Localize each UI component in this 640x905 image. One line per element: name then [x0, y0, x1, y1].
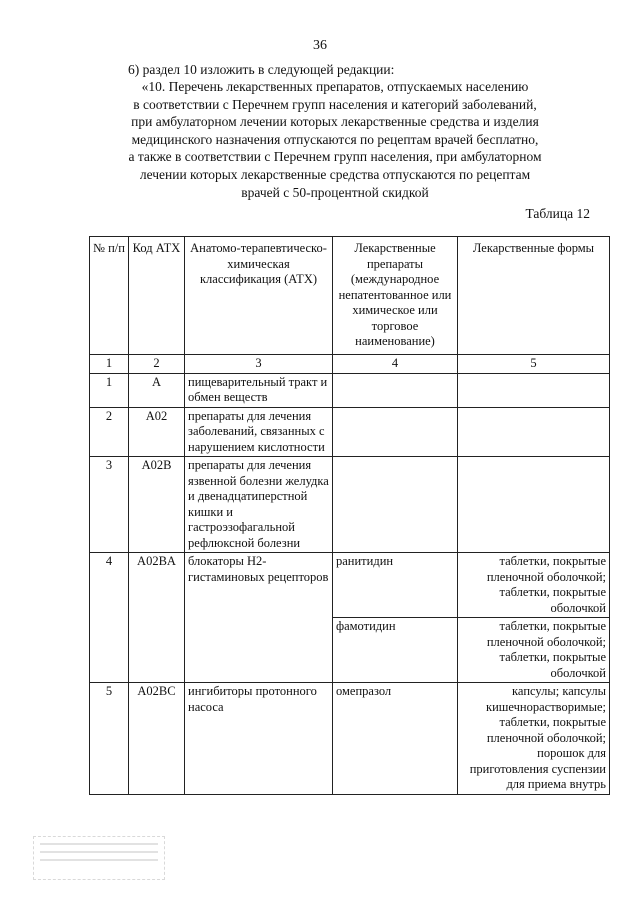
faded-stamp — [33, 836, 165, 880]
table-row — [90, 407, 610, 457]
drug-form — [458, 457, 610, 553]
header-drug: Лекарственные препараты (международное непатентованное или химическое или торговое наименование) — [333, 237, 458, 355]
atc-code: A — [129, 373, 185, 407]
drug-name: фамотидин — [333, 618, 458, 683]
row-num: 2 — [90, 407, 129, 457]
drug-name: омепразол — [333, 683, 458, 795]
drug-form: таблетки, покрытые пленочной оболочкой; таблетки, покрытые оболочкой — [458, 553, 610, 618]
atc-code: A02BA — [129, 553, 185, 683]
drug-name — [333, 407, 458, 457]
atc-classification: пищеварительный тракт и обмен веществ — [185, 373, 333, 407]
title-line: в соответствии с Перечнем групп населения и категорий заболеваний, — [133, 96, 537, 112]
drug-form — [458, 407, 610, 457]
intro-text: 6) раздел 10 изложить в следующей редакции: — [128, 62, 395, 77]
atc-classification: препараты для лечения язвенной болезни желудка и двенадцатиперстной кишки и гастроэзофагальной рефлюксной болезни — [185, 457, 333, 553]
drug-form: таблетки, покрытые пленочной оболочкой; таблетки, покрытые оболочкой — [458, 618, 610, 683]
atc-code: A02 — [129, 407, 185, 457]
title-line: врачей с 50-процентной скидкой — [241, 184, 429, 200]
page-number: 36 — [313, 38, 327, 53]
table-header-row — [90, 237, 610, 355]
row-num: 1 — [90, 373, 129, 407]
row-num: 4 — [90, 553, 129, 683]
table-row — [90, 373, 610, 407]
table-row — [90, 683, 610, 795]
title-line: медицинского назначения отпускаются по рецептам врачей бесплатно, — [131, 131, 539, 147]
atc-code: A02BC — [129, 683, 185, 795]
drug-name — [333, 373, 458, 407]
drug-name — [333, 457, 458, 553]
drug-name: ранитидин — [333, 553, 458, 618]
column-number: 1 — [90, 355, 129, 374]
drug-form — [458, 373, 610, 407]
section-title — [100, 78, 570, 201]
row-num: 5 — [90, 683, 129, 795]
row-num: 3 — [90, 457, 129, 553]
atc-classification: блокаторы H2-гистаминовых рецепторов — [185, 553, 333, 683]
header-classification: Анатомо-терапевтическо-химическая классификация (АТХ) — [185, 237, 333, 355]
title-line: «10. Перечень лекарственных препаратов, отпускаемых населению — [141, 79, 529, 94]
title-line: а также в соответствии с Перечнем групп населения, при амбулаторном — [128, 149, 542, 165]
table-row — [90, 553, 610, 618]
column-number-row — [90, 355, 610, 374]
drug-table — [89, 236, 610, 795]
atc-classification: ингибиторы протонного насоса — [185, 683, 333, 795]
column-number: 2 — [129, 355, 185, 374]
title-line: при амбулаторном лечении которых лекарственные средства и изделия — [131, 114, 539, 130]
column-number: 5 — [458, 355, 610, 374]
atc-classification: препараты для лечения заболеваний, связанных с нарушением кислотности — [185, 407, 333, 457]
column-number: 4 — [333, 355, 458, 374]
drug-form: капсулы; капсулы кишечнорастворимые; таблетки, покрытые пленочной оболочкой; порошок для приготовления суспензии для приема внутрь — [458, 683, 610, 795]
column-number: 3 — [185, 355, 333, 374]
atc-code: A02B — [129, 457, 185, 553]
header-code: Код АТХ — [129, 237, 185, 355]
header-num: № п/п — [90, 237, 129, 355]
table-label: Таблица 12 — [525, 206, 590, 221]
header-form: Лекарственные формы — [458, 237, 610, 355]
table-row — [90, 457, 610, 553]
title-line: лечении которых лекарственные средства отпускаются по рецептам — [139, 166, 531, 182]
